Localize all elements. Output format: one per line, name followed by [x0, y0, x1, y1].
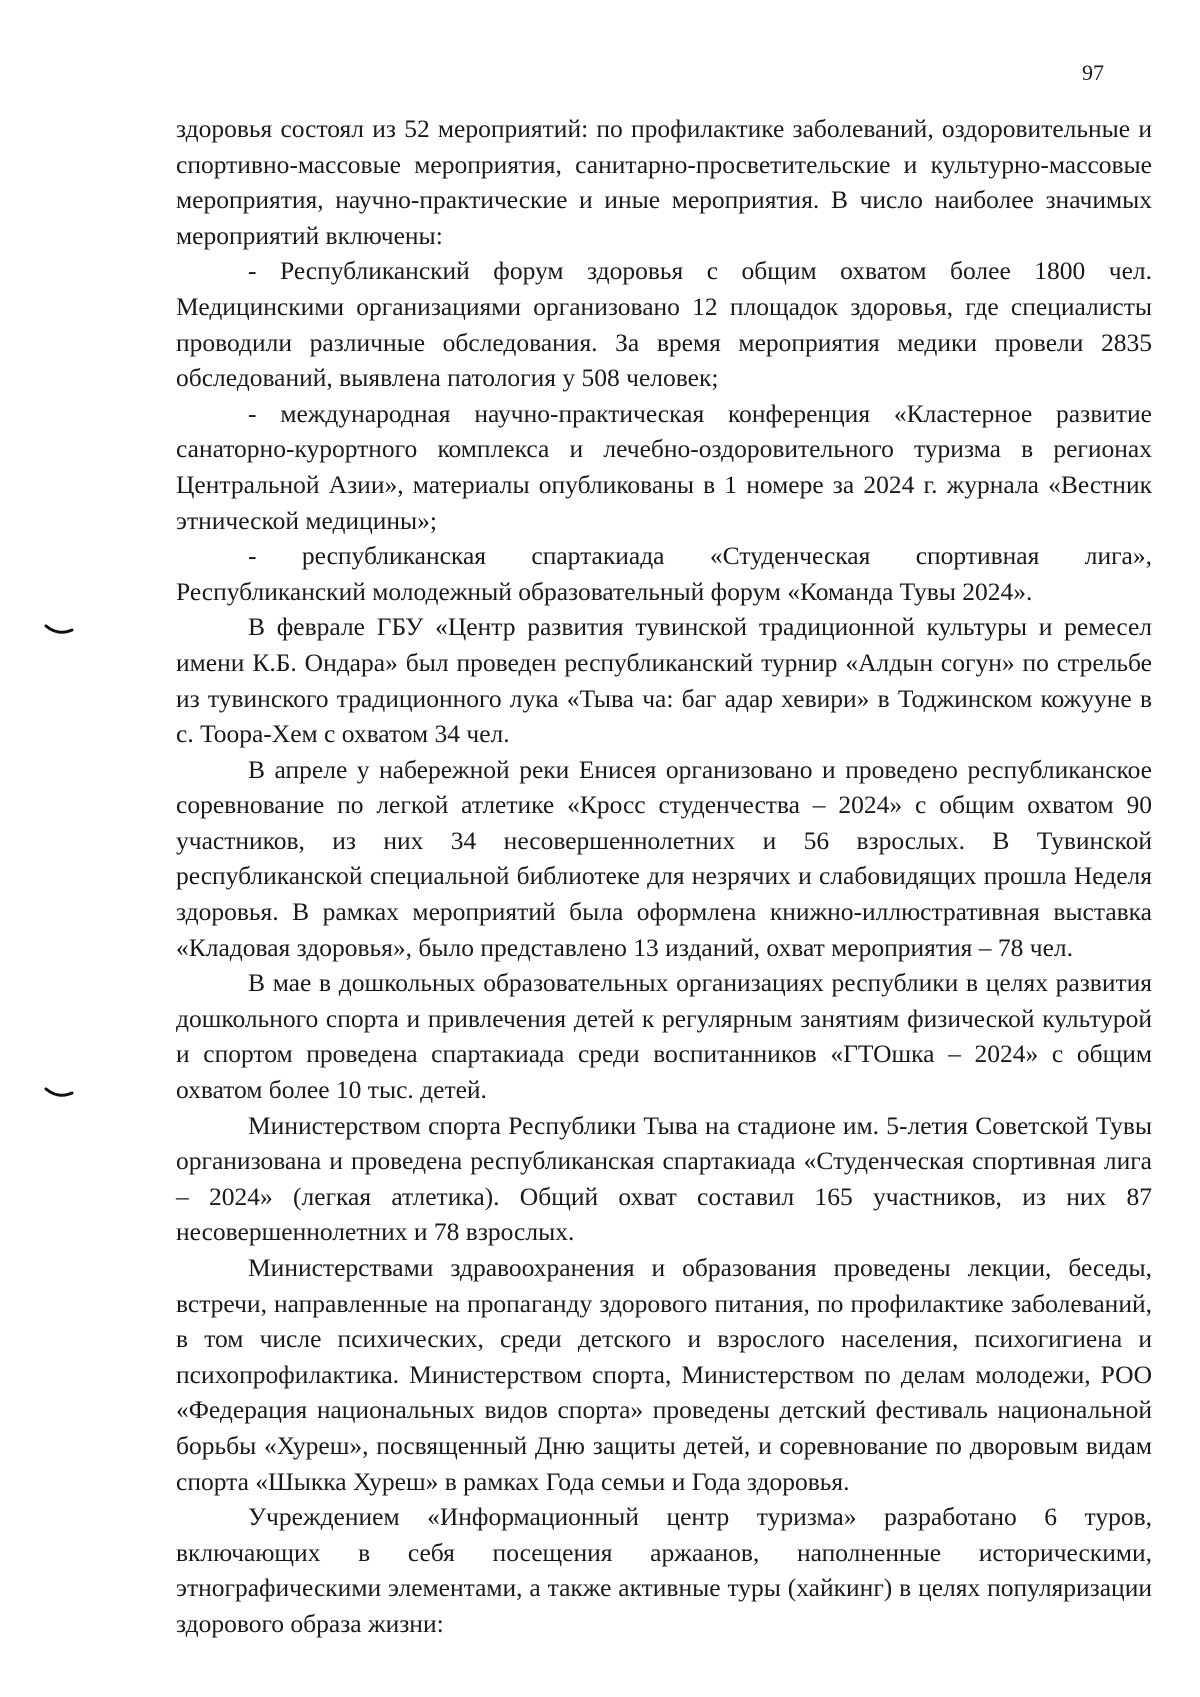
paragraph-april: В апреле у набережной реки Енисея организовано и проведено республиканское соревнование по легкой атлетике «Кросс студенчества – 2024» с общим охватом 90 участников, из них 34 несовершеннолетних и 56 взрослых. В Тувинской республиканской специальной библиотеке для незрячих и слабовидящих прошла Неделя здоровья. В рамках мероприятий была оформлена книжно-иллюстративная выставка «Кладовая здоровья», было представлено 13 изданий, охват мероприятия – 78 чел.	[176, 754, 1152, 962]
paragraph-tourism: Учреждением «Информационный центр туризма» разработано 6 туров, включающих в себя посещения аржаанов, наполненные историческими, этнографическими элементами, а также активные туры (хайкинг) в целях популяризации здорового образа жизни:	[176, 1502, 1152, 1638]
paragraph-ministry-sport: Министерством спорта Республики Тыва на стадионе им. 5-летия Советской Тувы организована и проведена республиканская спартакиада «Студенческая спортивная лига – 2024» (легкая атлетика). Общий охват составил 165 участников, из них 87 несовершеннолетних и 78 взрослых.	[176, 1110, 1152, 1247]
list-item-spartakiada: - республиканская спартакиада «Студенческая спортивная лига», Республиканский молодежный образовательный форум «Команда Тувы 2024».	[176, 541, 1152, 606]
list-item-conference: - международная научно-практическая конференция «Кластерное развитие санаторно-курортного комплекса и лечебно-оздоровительного туризма в регионах Центральной Азии», материалы опубликованы в 1 номере за 2024 г. журнала «Вестник этнической медицины»;	[176, 398, 1152, 535]
paragraph-may: В мае в дошкольных образовательных организациях республики в целях развития дошкольного спорта и привлечения детей к регулярным занятиям физической культурой и спортом проведена спартакиада среди воспитанников «ГТОшка – 2024» с общим охватом более 10 тыс. детей.	[176, 968, 1152, 1105]
binder-hole-mark	[44, 1087, 74, 1099]
paragraph-february: В феврале ГБУ «Центр развития тувинской традиционной культуры и ремесел имени К.Б. Ондара» был проведен республиканский турнир «Алдын согун» по стрельбе из тувинского традиционного лука «Тыва ча: баг адар хевири» в Тоджинском кожууне в с. Тоора-Хем с охватом 34 чел.	[176, 612, 1152, 749]
list-item-forum: - Республиканский форум здоровья с общим охватом более 1800 чел. Медицинскими организациями организовано 12 площадок здоровья, где специалисты проводили различные обследования. За время мероприятия медики провели 2835 обследований, выявлена патология у 508 человек;	[176, 256, 1152, 393]
binder-hole-mark	[44, 624, 74, 636]
body-text	[176, 111, 1152, 1642]
paragraph-continuation: здоровья состоял из 52 мероприятий: по профилактике заболеваний, оздоровительные и спортивно-массовые мероприятия, санитарно-просветительские и культурно-массовые мероприятия, научно-практические и иные мероприятия. В число наиболее значимых мероприятий включены:	[176, 114, 1152, 250]
paragraph-ministries-health: Министерствами здравоохранения и образования проведены лекции, беседы, встречи, направленные на пропаганду здорового питания, по профилактике заболеваний, в том числе психических, среди детского и взрослого населения, психогигиена и психопрофилактика. Министерством спорта, Министерством по делам молодежи, РОО «Федерация национальных видов спорта» проведены детский фестиваль национальной борьбы «Хуреш», посвященный Дню защиты детей, и соревнование по дворовым видам спорта «Шыкка Хуреш» в рамках Года семьи и Года здоровья.	[176, 1253, 1152, 1496]
page-number: 97	[1082, 60, 1104, 85]
